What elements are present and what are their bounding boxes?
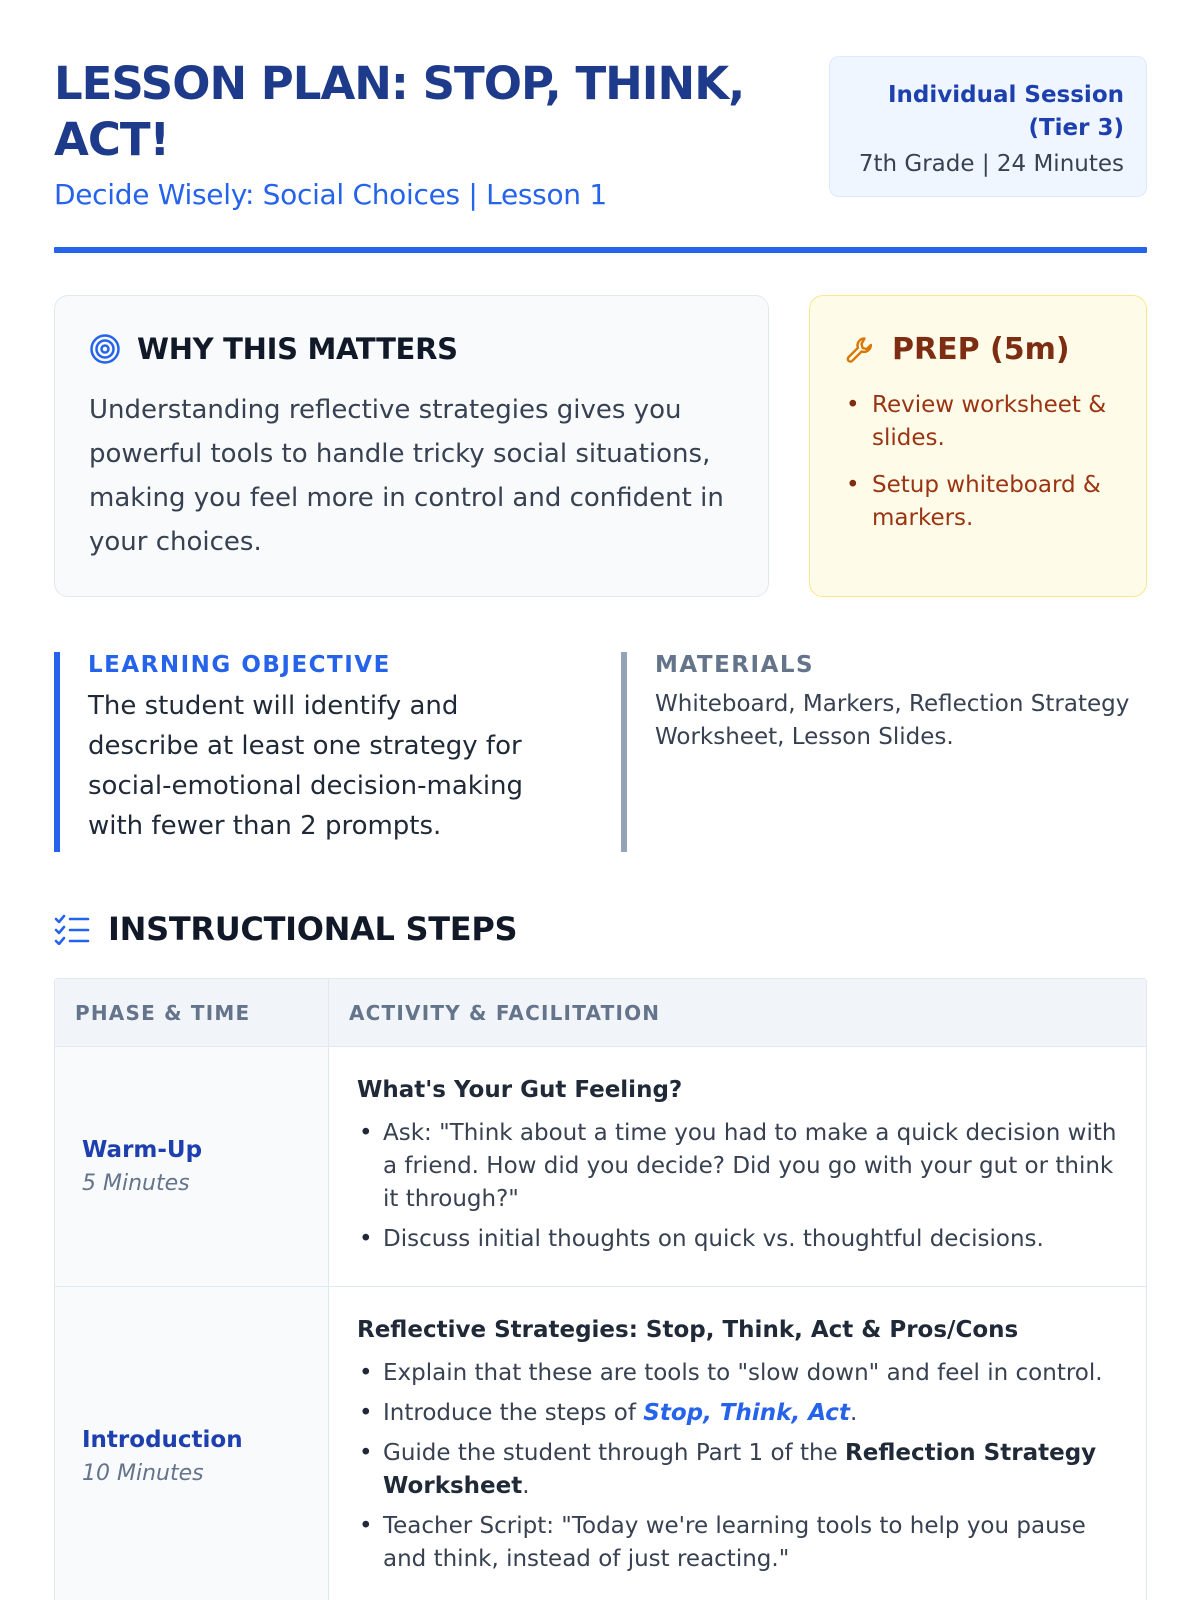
col-activity-header: ACTIVITY & FACILITATION — [349, 1000, 661, 1025]
header — [54, 56, 1147, 256]
steps-title: INSTRUCTIONAL STEPS — [108, 910, 518, 948]
why-title: WHY THIS MATTERS — [137, 332, 458, 366]
prep-list — [844, 389, 1116, 535]
steps-heading — [54, 910, 517, 948]
phase-time: 5 Minutes — [82, 1170, 190, 1196]
lesson-plan-page — [54, 0, 1147, 1600]
prep-item: • Review worksheet & slides. — [844, 389, 1116, 455]
materials — [621, 652, 1147, 852]
table-row — [55, 1047, 1146, 1287]
activity-list — [357, 1357, 1118, 1576]
col-phase-header: PHASE & TIME — [55, 979, 329, 1046]
prep-title: PREP (5m) — [892, 332, 1070, 367]
activity-item-text: Introduce the steps of — [383, 1400, 644, 1426]
checklist-icon — [54, 913, 92, 945]
objective-label: LEARNING OBJECTIVE — [88, 652, 391, 678]
learning-objective — [54, 652, 574, 852]
activity-item: • Teacher Script: "Today we're learning tools to help you pause and think, instead of just reacting." — [357, 1510, 1118, 1576]
phase-time: 10 Minutes — [82, 1460, 204, 1486]
session-info-box — [829, 56, 1147, 197]
phase-cell — [55, 1287, 329, 1600]
activity-item — [357, 1437, 1118, 1503]
activity-item-text: . — [522, 1473, 530, 1499]
why-this-matters-card — [54, 295, 769, 597]
phase-name: Warm-Up — [82, 1136, 203, 1163]
page-subtitle: Decide Wisely: Social Choices | Lesson 1 — [54, 178, 607, 211]
prep-card — [809, 295, 1147, 597]
activity-item: • Explain that these are tools to "slow down" and feel in control. — [357, 1357, 1118, 1390]
wrench-icon — [844, 334, 876, 366]
activity-list — [357, 1117, 1118, 1256]
highlight-term: Stop, Think, Act — [643, 1400, 850, 1426]
activity-item: • Ask: "Think about a time you had to make a quick decision with a friend. How did you decide? Did you go with your gut or think it through?" — [357, 1117, 1118, 1216]
activity-title: What's Your Gut Feeling? — [357, 1077, 683, 1103]
session-meta: 7th Grade | 24 Minutes — [858, 151, 1124, 177]
materials-text: Whiteboard, Markers, Reflection Strategy Worksheet, Lesson Slides. — [655, 691, 1130, 750]
header-divider — [54, 247, 1147, 253]
activity-item — [357, 1397, 1118, 1430]
activity-item-text: . — [849, 1400, 858, 1426]
phase-name: Introduction — [82, 1426, 243, 1453]
activity-item-text: Guide the student through Part 1 of the — [383, 1440, 846, 1466]
activity-cell — [329, 1047, 1146, 1286]
activity-item: • Discuss initial thoughts on quick vs. thoughtful decisions. — [357, 1223, 1118, 1256]
steps-table — [54, 978, 1147, 1600]
activity-cell — [329, 1287, 1146, 1600]
objective-text: The student will identify and describe at least one strategy for social-emotional decision-making with fewer than 2 prompts. — [88, 691, 524, 841]
session-type: Individual Session (Tier 3) — [887, 82, 1124, 141]
why-text: Understanding reflective strategies gives you powerful tools to handle tricky social situations, making you feel more in control and confident in your choices. — [89, 395, 724, 557]
prep-item: • Setup whiteboard & markers. — [844, 469, 1116, 535]
table-row — [55, 1287, 1146, 1600]
page-title: LESSON PLAN: STOP, THINK, ACT! — [54, 57, 745, 166]
activity-title: Reflective Strategies: Stop, Think, Act & Pros/Cons — [357, 1317, 1019, 1343]
worksheet-name: Reflection Strategy Worksheet — [383, 1440, 1097, 1499]
phase-cell — [55, 1047, 329, 1286]
materials-label: MATERIALS — [655, 652, 815, 678]
table-header — [55, 979, 1146, 1047]
target-icon — [89, 333, 121, 365]
